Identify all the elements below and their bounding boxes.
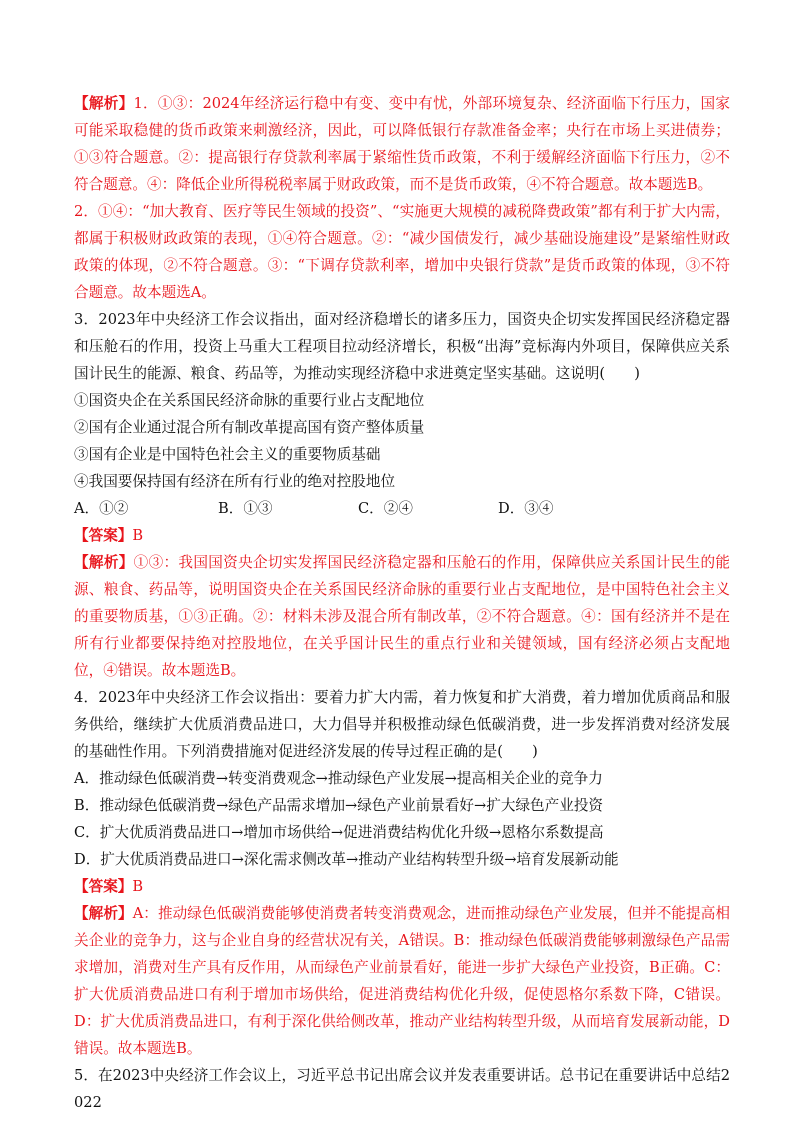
answer-tag: 【答案】 <box>74 878 133 895</box>
question-4-stem: 4．2023年中央经济工作会议指出：要着力扩大内需，着力恢复和扩大消费，着力增加优质商品和服务供给，继续扩大优质消费品进口，大力倡导并积极推动绿色低碳消费，进一步发挥消费对经济发展的基础性作用。下列消费措施对促进经济发展的传导过程正确的是( ) <box>74 689 730 760</box>
analysis-tag: 【解析】 <box>74 554 134 571</box>
question-4-option-c: C．扩大优质消费品进口→增加市场供给→促进消费结构优化升级→恩格尔系数提高 <box>74 824 604 841</box>
question-4-answer <box>74 873 730 900</box>
question-3-item: ③国有企业是中国特色社会主义的重要物质基础 <box>74 446 381 463</box>
analysis-tag: 【解析】 <box>74 95 134 112</box>
question-4-analysis <box>74 900 730 1062</box>
answer-tag: 【答案】 <box>74 527 133 544</box>
document-page <box>74 90 730 1116</box>
question-3-item: ②国有企业通过混合所有制改革提高国有资产整体质量 <box>74 419 425 436</box>
question-3-options <box>74 495 730 522</box>
analysis-text: A：推动绿色低碳消费能够使消费者转变消费观念，进而推动绿色产业发展，但并不能提高相关企业的竞争力，这与企业自身的经营状况有关，A错误。B：推动绿色低碳消费能够刺激绿色产品需求增加，消费对生产具有反作用，从而绿色产业前景看好，能进一步扩大绿色产业投资，B正确。C：扩大优质消费品进口有利于增加市场供给，促进消费结构优化升级，促使恩格尔系数下降，C错误。D：扩大优质消费品进口，有利于深化供给侧改革，推动产业结构转型升级，从而培育发展新动能，D错误。故本题选B。 <box>74 905 730 1057</box>
option-d: D．③④ <box>498 500 554 517</box>
analysis-block-1 <box>74 90 730 198</box>
option-c: C．②④ <box>358 500 413 517</box>
question-4-option-a: A．推动绿色低碳消费→转变消费观念→推动绿色产业发展→提高相关企业的竞争力 <box>74 770 603 787</box>
question-3-answer <box>74 522 730 549</box>
option-b: B．①③ <box>218 500 273 517</box>
analysis-text-q2: 2．①④：“加大教育、医疗等民生领域的投资”、“实施更大规模的减税降费政策”都有利于扩大内需，都属于积极财政政策的表现，①④符合题意。②：“减少国债发行，减少基础设施建设”是紧缩性财政政策的体现，②不符合题意。③：“下调存贷款利率，增加中央银行贷款”是货币政策的体现，③不符合题意。故本题选A。 <box>74 203 730 301</box>
analysis-tag: 【解析】 <box>74 905 133 922</box>
analysis-block-2 <box>74 198 730 306</box>
option-a: A．①② <box>74 500 129 517</box>
question-3-stem: 3．2023年中央经济工作会议指出，面对经济稳增长的诸多压力，国资央企切实发挥国民经济稳定器和压舱石的作用，投资上马重大工程项目拉动经济增长，积极“出海”竞标海内外项目，保障供应关系国计民生的能源、粮食、药品等，为推动实现经济稳中求进奠定坚实基础。这说明( ) <box>74 311 730 382</box>
question-5-stem: 5．在2023中央经济工作会议上，习近平总书记出席会议并发表重要讲话。总书记在重要讲话中总结2022 <box>74 1067 730 1111</box>
question-3-item: ①国资央企在关系国民经济命脉的重要行业占支配地位 <box>74 392 425 409</box>
question-4-option-d: D．扩大优质消费品进口→深化需求侧改革→推动产业结构转型升级→培育发展新动能 <box>74 851 619 868</box>
question-4-option-b: B．推动绿色低碳消费→绿色产品需求增加→绿色产业前景看好→扩大绿色产业投资 <box>74 797 604 814</box>
answer-value: B <box>132 527 144 544</box>
question-3-item: ④我国要保持国有经济在所有行业的绝对控股地位 <box>74 473 396 490</box>
analysis-text: ①③：我国国资央企切实发挥国民经济稳定器和压舱石的作用，保障供应关系国计民生的能源、粮食、药品等，说明国资央企在关系国民经济命脉的重要行业占支配地位，是中国特色社会主义的重要物质基，①③正确。②：材料未涉及混合所有制改革，②不符合题意。④：国有经济并不是在所有行业都要保持绝对控股地位，在关乎国计民生的重点行业和关键领域，国有经济必须占支配地位，④错误。故本题选B。 <box>74 554 730 679</box>
answer-value: B <box>132 878 144 895</box>
analysis-text-q1: 1．①③：2024年经济运行稳中有变、变中有忧，外部环境复杂、经济面临下行压力，国家可能采取稳健的货币政策来刺激经济，因此，可以降低银行存款准备金率；央行在市场上买进债券；①③符合题意。②：提高银行存贷款利率属于紧缩性货币政策，不利于缓解经济面临下行压力，②不符合题意。④：降低企业所得税税率属于财政政策，而不是货币政策，④不符合题意。故本题选B。 <box>74 95 730 193</box>
question-3-analysis <box>74 549 730 684</box>
